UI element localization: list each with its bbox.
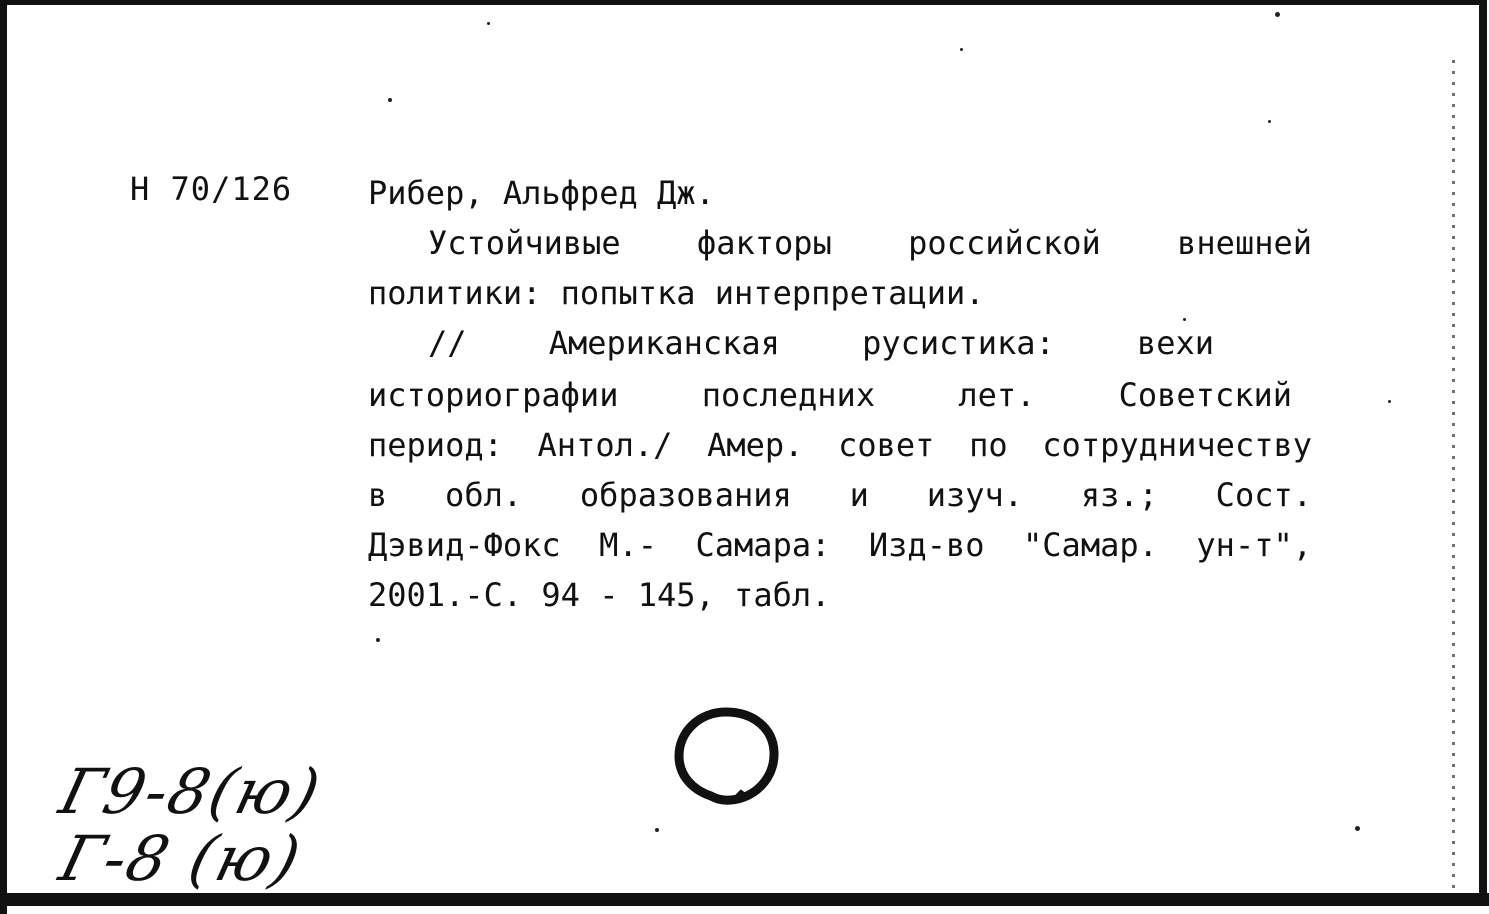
source-line-5: Дэвид-Фокс М.- Самара: Изд-во "Самар. ун-т",	[368, 526, 1312, 564]
scan-speck	[376, 638, 380, 642]
call-number: Н 70/126	[130, 170, 293, 208]
scan-speck	[960, 48, 963, 51]
scan-speck	[1275, 12, 1280, 17]
source-line-6: 2001.-С. 94 - 145, табл.	[368, 576, 831, 614]
card-border-right	[1479, 0, 1487, 904]
title-line-2: политики: попытка интерпретации.	[368, 274, 985, 312]
source-line-4: в обл. образования и изуч. яз.; Сост.	[368, 476, 1312, 514]
scan-speck	[388, 98, 392, 102]
card-border-top	[0, 0, 1483, 5]
handwritten-note-1: Г9-8(ю)	[52, 755, 329, 828]
scan-speck	[1268, 120, 1271, 123]
scan-noise-edge	[1445, 60, 1461, 890]
author-heading: Рибер, Альфред Дж.	[368, 174, 715, 212]
scan-speck	[1183, 318, 1186, 321]
source-line-1: // Американская русистика: вехи	[428, 324, 1214, 362]
title-line-1: Устойчивые факторы российской внешней	[428, 224, 1312, 262]
handwritten-note-2: Г-8 (ю)	[52, 822, 310, 895]
punch-hole-icon	[671, 706, 781, 806]
scan-speck	[1388, 400, 1391, 403]
scan-speck	[1355, 826, 1360, 831]
source-line-3: период: Антол./ Амер. совет по сотрудничеству	[368, 426, 1312, 464]
card-border-left	[0, 0, 7, 914]
scan-speck	[487, 22, 490, 25]
source-line-2: историографии последних лет. Советский	[368, 376, 1292, 414]
scan-speck	[655, 828, 659, 832]
